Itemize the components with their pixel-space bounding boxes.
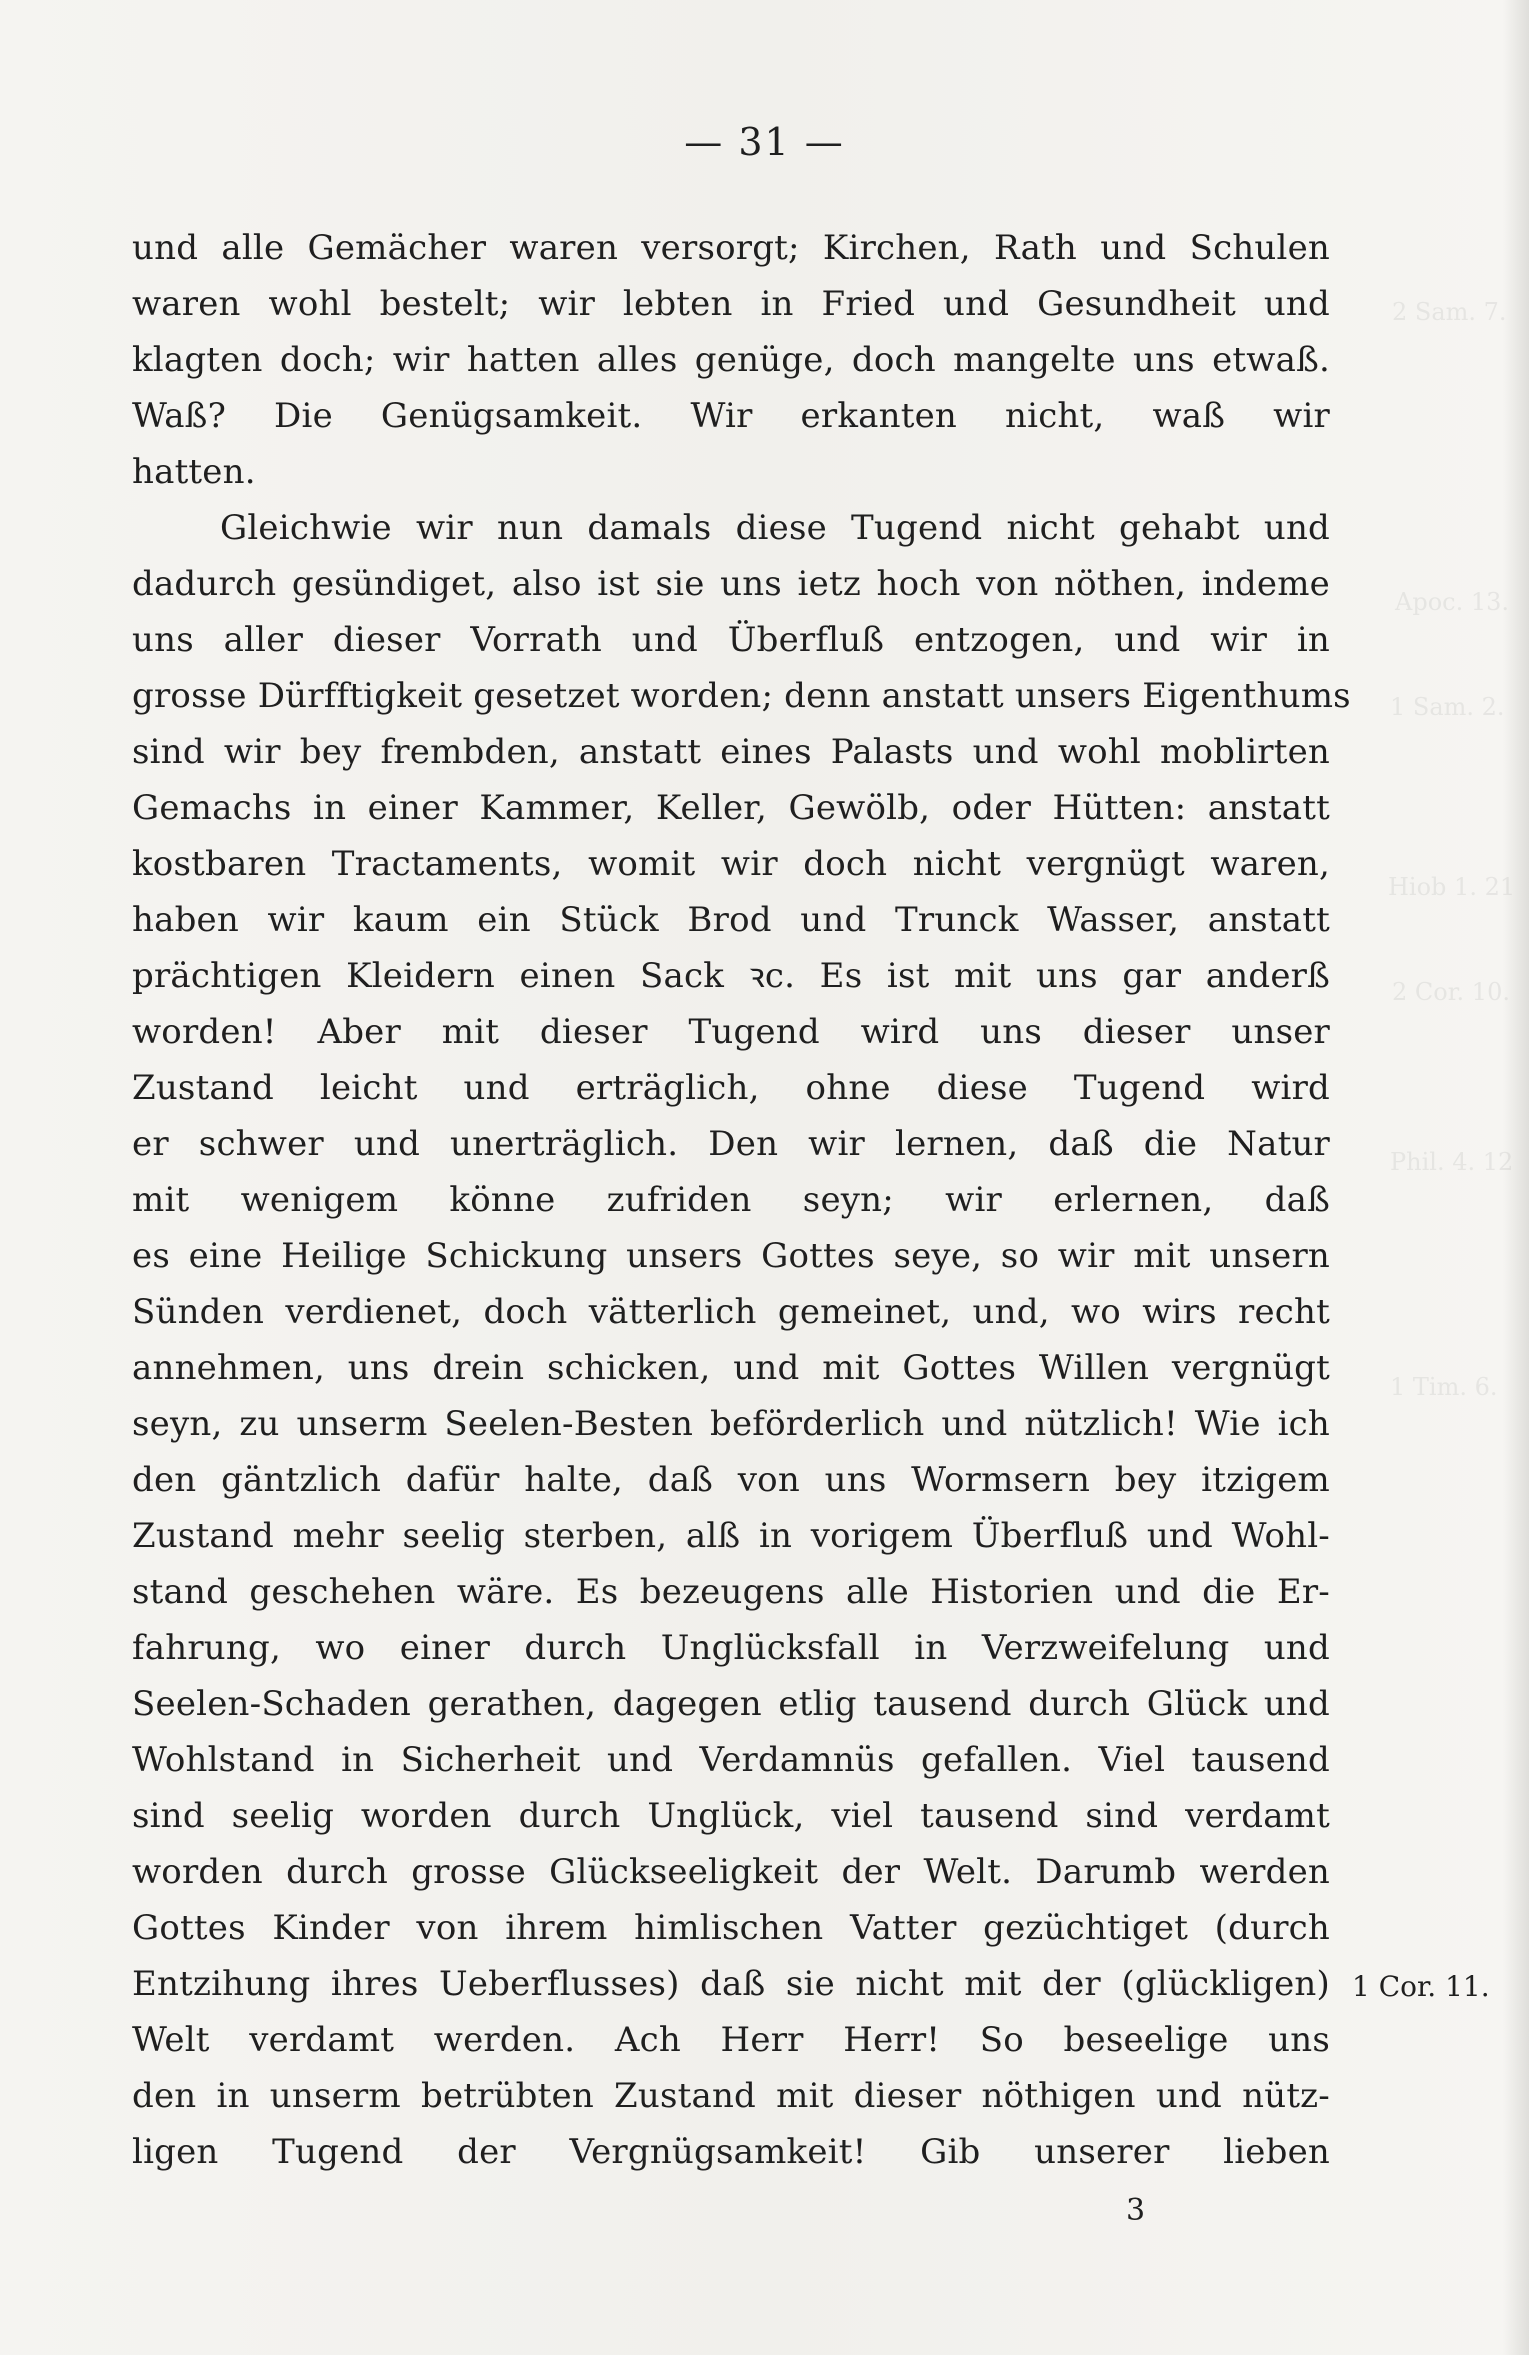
text-line: es eine Heilige Schickung unsers Gottes seye, so wir mit unsern — [132, 1236, 1330, 1276]
page-number: — 31 — — [684, 120, 845, 164]
text-line: fahrung, wo einer durch Unglücksfall in Verzweifelung und — [132, 1628, 1330, 1668]
text-line: Gemachs in einer Kammer, Keller, Gewölb, oder Hütten: anstatt — [132, 788, 1330, 828]
text-line: mit wenigem könne zufriden seyn; wir erlernen, daß — [132, 1180, 1330, 1220]
text-line: worden durch grosse Glückseeligkeit der Welt. Darumb werden — [132, 1852, 1330, 1892]
body-text — [132, 220, 1351, 2180]
text-line: Seelen-Schaden gerathen, dagegen etlig tausend durch Glück und — [132, 1684, 1330, 1724]
show-through-mark: 2 Sam. 7. — [1392, 298, 1507, 326]
margin-note-cor-reference: 1 Cor. 11. — [1352, 1970, 1490, 2003]
text-line: Entzihung ihres Ueberflusses) daß sie nicht mit der (glückligen) — [132, 1964, 1330, 2004]
text-line: Wohlstand in Sicherheit und Verdamnüs gefallen. Viel tausend — [132, 1740, 1330, 1780]
show-through-mark: Apoc. 13. — [1395, 588, 1510, 616]
text-line: prächtigen Kleidern einen Sack ꝛc. Es ist mit uns gar anderß — [132, 956, 1330, 996]
text-line: sind wir bey frembden, anstatt eines Palasts und wohl moblirten — [132, 732, 1330, 772]
text-line: Waß? Die Genügsamkeit. Wir erkanten nicht, waß wir — [132, 396, 1330, 436]
page-edge-shadow — [1503, 0, 1529, 2355]
text-line: Gleichwie wir nun damals diese Tugend nicht gehabt und — [220, 508, 1330, 548]
text-line: sind seelig worden durch Unglück, viel tausend sind verdamt — [132, 1796, 1330, 1836]
text-line: grosse Dürfftigkeit gesetzet worden; denn anstatt unsers Eigenthums — [132, 676, 1351, 716]
show-through-mark: 2 Cor. 10. — [1392, 978, 1510, 1006]
text-line: er schwer und unerträglich. Den wir lernen, daß die Natur — [132, 1124, 1330, 1164]
text-line: stand geschehen wäre. Es bezeugens alle Historien und die Er- — [132, 1572, 1330, 1612]
text-line: kostbaren Tractaments, womit wir doch nicht vergnügt waren, — [132, 844, 1330, 884]
text-line: annehmen, uns drein schicken, und mit Gottes Willen vergnügt — [132, 1348, 1330, 1388]
signature-mark: 3 — [1126, 2193, 1146, 2228]
show-through-mark: 1 Sam. 2. — [1390, 693, 1505, 721]
show-through-mark: Hiob 1. 21 — [1388, 873, 1516, 901]
text-line: uns aller dieser Vorrath und Überfluß entzogen, und wir in — [132, 620, 1330, 660]
text-line: Zustand mehr seelig sterben, alß in vorigem Überfluß und Wohl- — [132, 1516, 1330, 1556]
show-through-mark: Phil. 4. 12 — [1390, 1148, 1514, 1176]
text-line: haben wir kaum ein Stück Brod und Trunck Wasser, anstatt — [132, 900, 1330, 940]
text-line: waren wohl bestelt; wir lebten in Fried und Gesundheit und — [132, 284, 1330, 324]
text-line: den in unserm betrübten Zustand mit dieser nöthigen und nütz- — [132, 2076, 1330, 2116]
text-line: den gäntzlich dafür halte, daß von uns Wormsern bey itzigem — [132, 1460, 1330, 1500]
text-line: Welt verdamt werden. Ach Herr Herr! So beseelige uns — [132, 2020, 1330, 2060]
text-line: Sünden verdienet, doch vätterlich gemeinet, und, wo wirs recht — [132, 1292, 1330, 1332]
text-line: klagten doch; wir hatten alles genüge, doch mangelte uns etwaß. — [132, 340, 1330, 380]
text-line: und alle Gemächer waren versorgt; Kirchen, Rath und Schulen — [132, 228, 1330, 268]
text-line: hatten. — [132, 452, 256, 492]
text-line: Zustand leicht und erträglich, ohne diese Tugend wird — [132, 1068, 1330, 1108]
text-line: dadurch gesündiget, also ist sie uns ietz hoch von nöthen, indeme — [132, 564, 1330, 604]
text-line: seyn, zu unserm Seelen-Besten beförderlich und nützlich! Wie ich — [132, 1404, 1330, 1444]
text-line: ligen Tugend der Vergnügsamkeit! Gib unserer lieben — [132, 2132, 1330, 2172]
text-line: Gottes Kinder von ihrem himlischen Vatter gezüchtiget (durch — [132, 1908, 1330, 1948]
show-through-mark: 1 Tim. 6. — [1390, 1373, 1498, 1401]
text-line: worden! Aber mit dieser Tugend wird uns dieser unser — [132, 1012, 1330, 1052]
